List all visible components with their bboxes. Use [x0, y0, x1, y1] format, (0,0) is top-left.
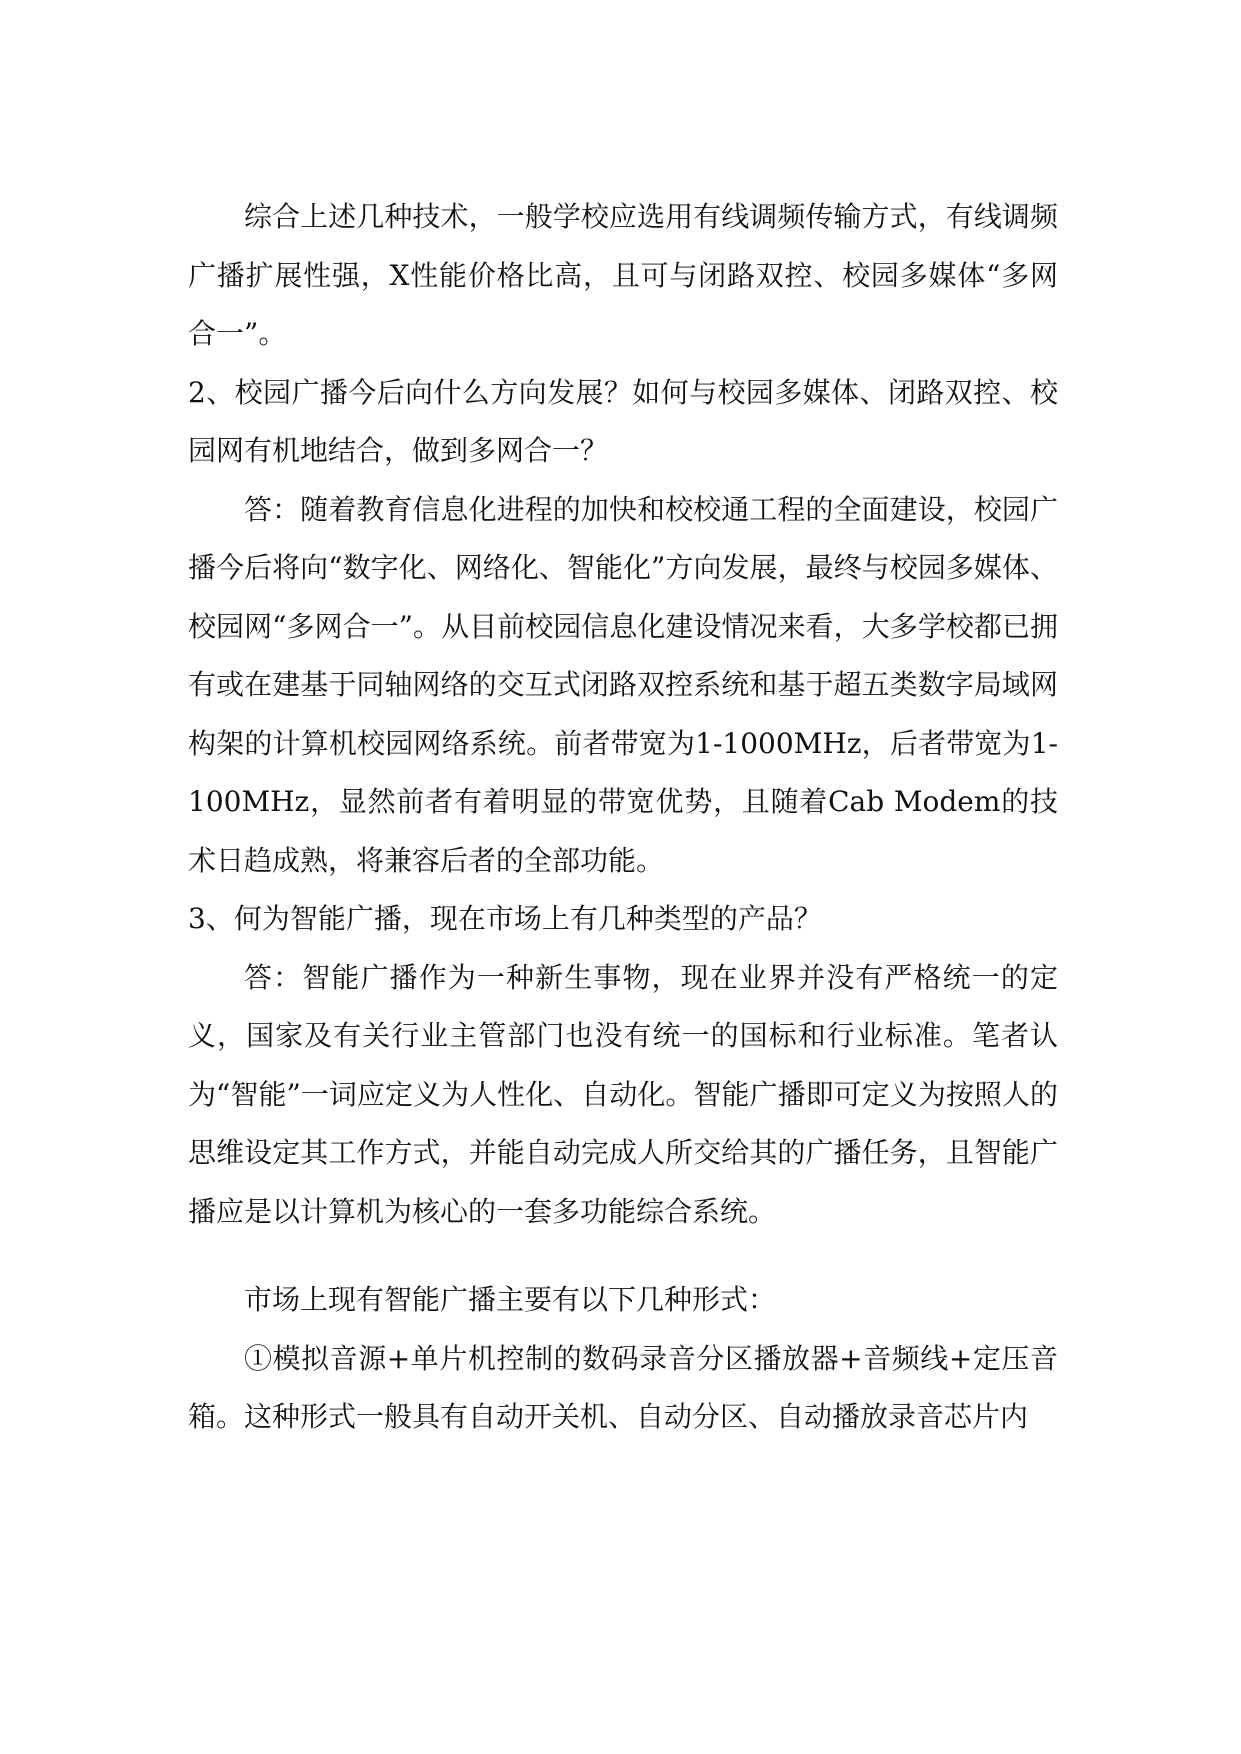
paragraph-summary: 综合上述几种技术，一般学校应选用有线调频传输方式，有线调频广播扩展性强，X性能价格比高，且可与闭路双控、校园多媒体“多网合一”。 — [188, 200, 1058, 350]
document-body — [188, 188, 1058, 1447]
answer-2: 答：随着教育信息化进程的加快和校校通工程的全面建设，校园广播今后将向“数字化、网络化、智能化”方向发展，最终与校园多媒体、校园网“多网合一”。从目前校园信息化建设情况来看，大多学校都已拥有或在建基于同轴网络的交互式闭路双控系统和基于超五类数字局域网构架的计算机校园网络系统。前者带宽为1-1000MHz，后者带宽为1-100MHz，显然前者有着明显的带宽优势，且随着Cab Modem的技术日趋成熟，将兼容后者的全部功能。 — [188, 492, 1058, 877]
paragraph-gap — [188, 1241, 1058, 1271]
market-intro: 市场上现有智能广播主要有以下几种形式： — [244, 1283, 777, 1316]
question-2: 2、校园广播今后向什么方向发展？如何与校园多媒体、闭路双控、校园网有机地结合，做到多网合一？ — [188, 375, 1058, 467]
answer-3: 答：智能广播作为一种新生事物，现在业界并没有严格统一的定义，国家及有关行业主管部门也没有统一的国标和行业标准。笔者认为“智能”一词应定义为人性化、自动化。智能广播即可定义为按照人的思维设定其工作方式，并能自动完成人所交给其的广播任务，且智能广播应是以计算机为核心的一套多功能综合系统。 — [188, 960, 1058, 1228]
market-form-1: ①模拟音源+单片机控制的数码录音分区播放器+音频线+定压音箱。这种形式一般具有自动开关机、自动分区、自动播放录音芯片内 — [188, 1341, 1058, 1433]
question-3: 3、何为智能广播，现在市场上有几种类型的产品？ — [188, 902, 822, 935]
